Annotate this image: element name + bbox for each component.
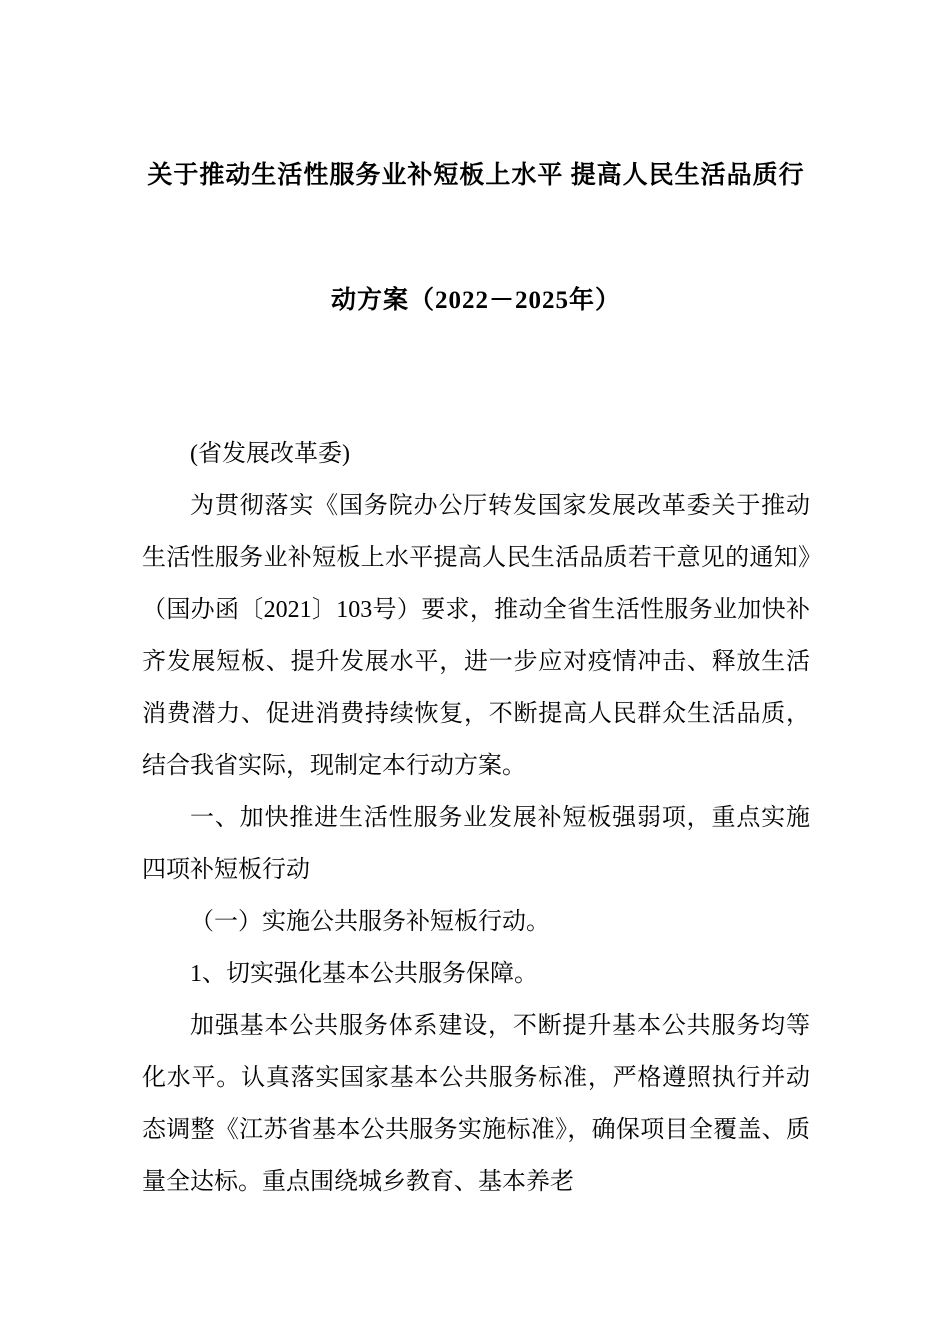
document-title — [142, 148, 810, 328]
document-body — [142, 428, 810, 1208]
body-paragraph: 加强基本公共服务体系建设，不断提升基本公共服务均等化水平。认真落实国家基本公共服务标准，严格遵照执行并动态调整《江苏省基本公共服务实施标准》，确保项目全覆盖、质量全达标。重点围绕城乡教育、基本养老 — [142, 1013, 810, 1195]
document-title-line-2: 动方案（2022－2025年） — [330, 287, 621, 314]
subsection-1-heading: （一）实施公共服务补短板行动。 — [190, 909, 550, 935]
item-1-heading: 1、切实强化基本公共服务保障。 — [190, 961, 538, 987]
issuing-org-line: (省发展改革委) — [190, 441, 350, 467]
section-1-heading: 一、加快推进生活性服务业发展补短板强弱项，重点实施四项补短板行动 — [142, 805, 810, 883]
intro-paragraph: 为贯彻落实《国务院办公厅转发国家发展改革委关于推动生活性服务业补短板上水平提高人民生活品质若干意见的通知》（国办函〔2021〕103号）要求，推动全省生活性服务业加快补齐发展短板、提升发展水平，进一步应对疫情冲击、释放生活消费潜力、促进消费持续恢复，不断提高人民群众生活品质，结合我省实际，现制定本行动方案。 — [142, 493, 810, 779]
document-title-line-1: 关于推动生活性服务业补短板上水平 提高人民生活品质行 — [147, 162, 805, 189]
